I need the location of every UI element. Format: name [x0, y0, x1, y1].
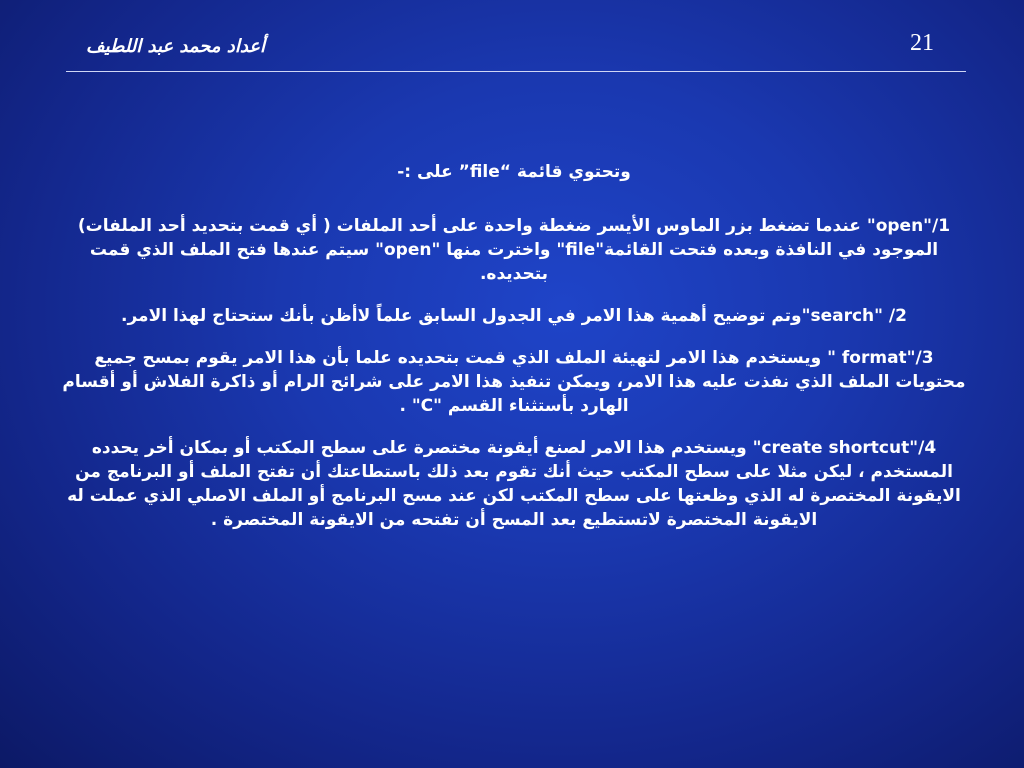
slide-body: [62, 160, 966, 550]
header-divider: [66, 71, 966, 72]
author-credit: أعداد محمد عبد اللطيف: [86, 36, 266, 57]
slide-header: [70, 26, 954, 66]
item-search: 2/ "search"وتم توضيح أهمية هذا الامر في الجدول السابق علماً لاأظن بأنك ستحتاج لهذا الامر.: [121, 306, 907, 326]
item-open: 1/"open" عندما تضغط بزر الماوس الأيسر ضغطة واحدة على أحد الملفات ( أي قمت بتحديد أحد الملفات) الموجود في النافذة وبعده فتحت القائمة"file" واخترت منها "open" سيتم عندها فتح الملف الذي قمت بتحديده.: [77, 216, 951, 284]
page-number: 21: [910, 30, 934, 56]
item-create-shortcut: 4/"create shortcut" ويستخدم هذا الامر لصنع أيقونة مختصرة على سطح المكتب أو بمكان أخر يحدده المستخدم ، ليكن مثلا على سطح المكتب حيث أنك تقوم بعد ذلك باستطاعتك أن تفتح الملف أو البرنامج من الايقونة المختصرة له الذي وظعتها على سطح المكتب لكن عند مسح البرنامج أو الملف الاصلي الذي عملت له الايقونة المختصرة لاتستطيع بعد المسح أن تفتحه من الايقونة المختصرة .: [67, 438, 961, 530]
intro-line: وتحتوي قائمة “file” على :-: [397, 162, 631, 182]
item-format: 3/"format " ويستخدم هذا الامر لتهيئة الملف الذي قمت بتحديده علما بأن هذا الامر يقوم بمسح جميع محتويات الملف الذي نفذت عليه هذا الامر، ويمكن تنفيذ هذا الامر على شرائح الرام أو ذاكرة الفلاش أو أقسام الهارد بأستثناء القسم "C" .: [62, 348, 966, 416]
